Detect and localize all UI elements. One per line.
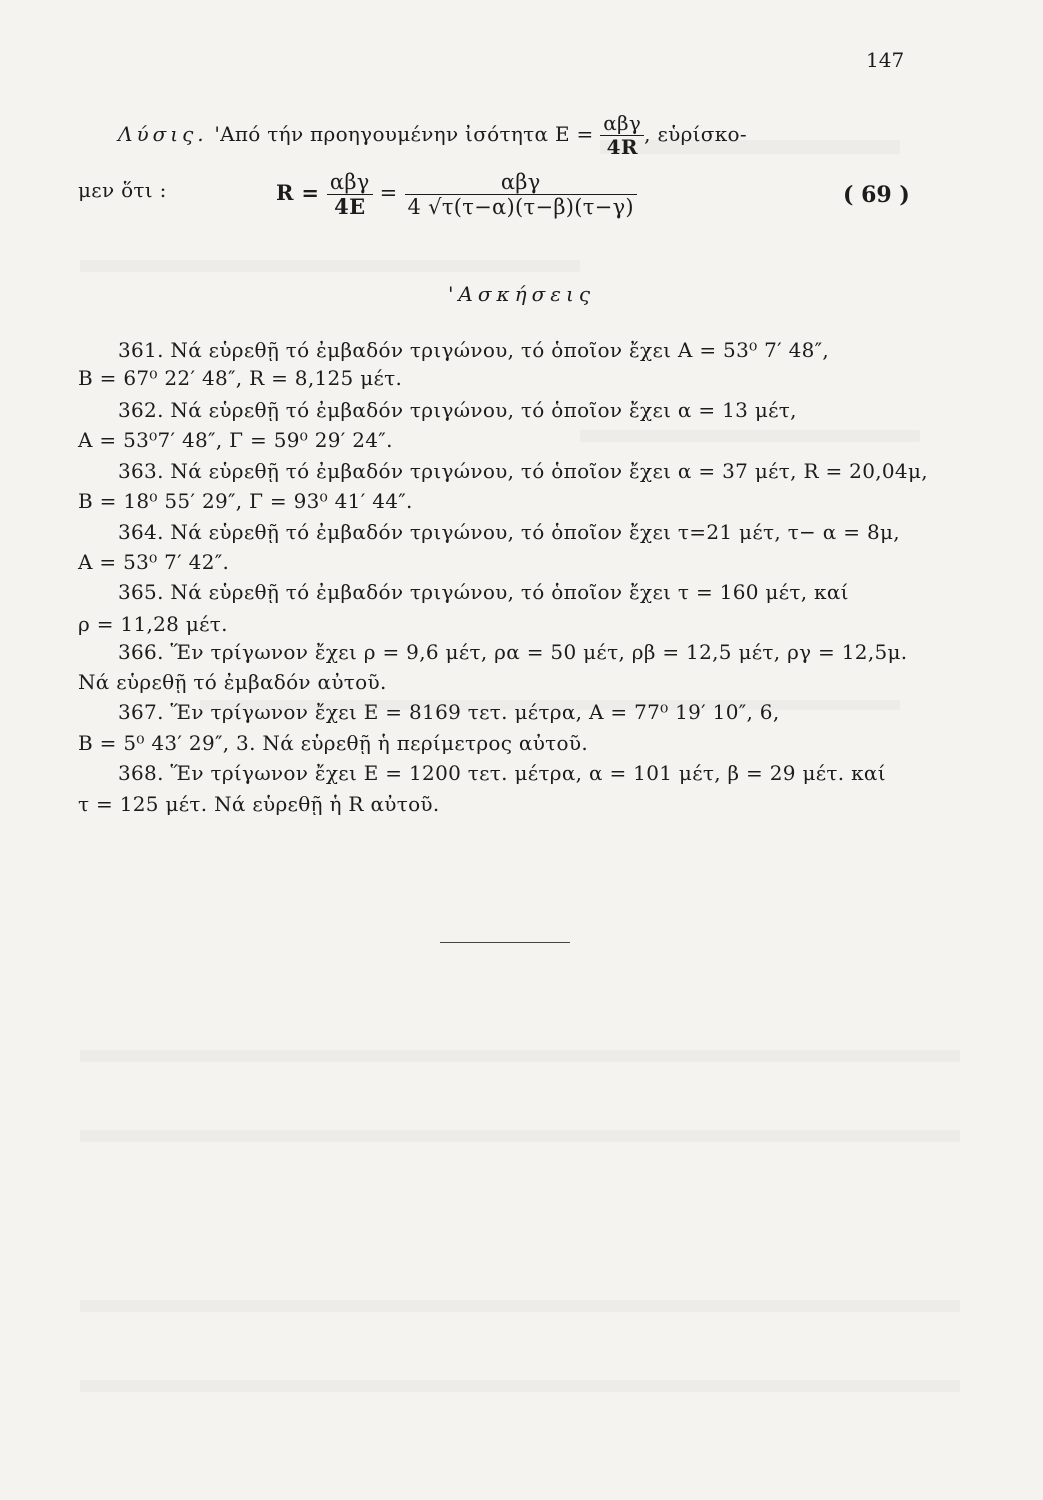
exercise-line: 365. Νά εὑρεθῇ τό ἐμβαδόν τριγώνου, τό ὁποῖον ἔχει τ = 160 μέτ, καί — [118, 580, 849, 604]
section-divider — [440, 942, 570, 943]
radius-formula — [276, 170, 637, 219]
exercise-line: 366. Ἕν τρίγωνον ἔχει ρ = 9,6 μέτ, ρα = 50 μέτ, ρβ = 12,5 μέτ, ργ = 12,5μ. — [118, 640, 908, 664]
exercise-line: Α = 53⁰ 7′ 42″. — [78, 550, 230, 574]
exercise-line: ρ = 11,28 μέτ. — [78, 612, 228, 636]
exercise-line: Β = 67⁰ 22′ 48″, R = 8,125 μέτ. — [78, 366, 403, 390]
exercise-line: 361. Νά εὑρεθῇ τό ἐμβαδόν τριγώνου, τό ὁποῖον ἔχει Α = 53⁰ 7′ 48″, — [118, 338, 830, 362]
area-fraction-numerator: αβγ — [600, 112, 644, 136]
exercise-line: 363. Νά εὑρεθῇ τό ἐμβαδόν τριγώνου, τό ὁποῖον ἔχει α = 37 μέτ, R = 20,04μ, — [118, 459, 928, 483]
solution-line-1 — [118, 112, 747, 159]
radius-fraction-2-denominator: 4 √τ(τ−α)(τ−β)(τ−γ) — [407, 195, 634, 220]
exercise-line: Νά εὑρεθῇ τό ἐμβαδόν αὐτοῦ. — [78, 670, 387, 694]
area-fraction — [600, 112, 644, 159]
area-fraction-denominator: 4R — [606, 135, 638, 159]
radius-fraction-1-denominator: 4E — [334, 194, 366, 220]
exercises-heading: 'Ασκήσεις — [447, 282, 596, 306]
solution-label: Λύσις. — [118, 122, 208, 146]
solution-line2-start: μεν ὅτι : — [78, 178, 167, 202]
radius-symbol: R = — [276, 180, 327, 206]
solution-line-2 — [78, 178, 167, 202]
exercise-line: τ = 125 μέτ. Νά εὑρεθῇ ἡ R αὐτοῦ. — [78, 792, 440, 816]
exercise-line: 367. Ἕν τρίγωνον ἔχει Ε = 8169 τετ. μέτρα, Α = 77⁰ 19′ 10″, 6, — [118, 700, 780, 724]
exercise-line: 368. Ἕν τρίγωνον ἔχει Ε = 1200 τετ. μέτρα, α = 101 μέτ, β = 29 μέτ. καί — [118, 761, 886, 785]
exercise-line: 364. Νά εὑρεθῇ τό ἐμβαδόν τριγώνου, τό ὁποῖον ἔχει τ=21 μέτ, τ− α = 8μ, — [118, 520, 900, 544]
radius-fraction-2 — [405, 170, 637, 219]
solution-text-after: , εὑρίσκο- — [644, 122, 747, 146]
formula-equals: = — [372, 181, 405, 206]
radius-fraction-1 — [327, 170, 373, 219]
exercise-line: Β = 5⁰ 43′ 29″, 3. Νά εὑρεθῇ ἡ περίμετρος αὐτοῦ. — [78, 731, 588, 755]
exercise-line: Β = 18⁰ 55′ 29″, Γ = 93⁰ 41′ 44″. — [78, 489, 413, 513]
exercise-line: Α = 53⁰7′ 48″, Γ = 59⁰ 29′ 24″. — [78, 428, 393, 452]
page-number: 147 — [866, 48, 905, 72]
solution-text-before: 'Από τήν προηγουμένην ἰσότητα Ε = — [207, 122, 601, 146]
radius-fraction-1-numerator: αβγ — [327, 170, 373, 195]
equation-number: ( 69 ) — [843, 182, 910, 208]
exercise-line: 362. Νά εὑρεθῇ τό ἐμβαδόν τριγώνου, τό ὁποῖον ἔχει α = 13 μέτ, — [118, 398, 797, 422]
radius-fraction-2-numerator: αβγ — [405, 170, 637, 195]
